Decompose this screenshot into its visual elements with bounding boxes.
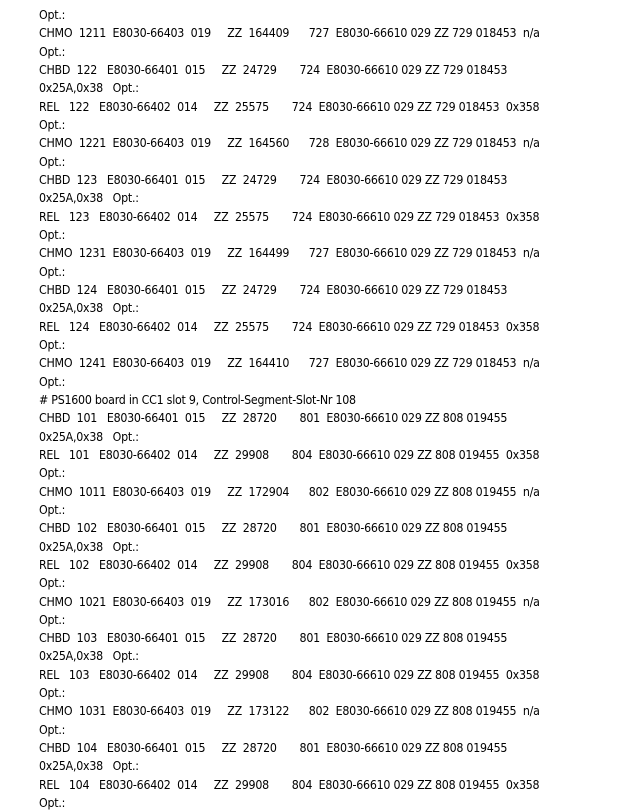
- listing-line: Opt.:: [39, 686, 66, 701]
- listing-line: CHBD 102 E8030-66401 015 ZZ 28720 801 E8030-66610 029 ZZ 808 019455: [39, 521, 508, 536]
- listing-line: 0x25A,0x38 Opt.:: [39, 301, 139, 316]
- listing-line: REL 103 E8030-66402 014 ZZ 29908 804 E8030-66610 029 ZZ 808 019455 0x358: [39, 667, 540, 682]
- listing-body: [0, 6, 625, 812]
- listing-line: Opt.:: [39, 374, 66, 389]
- listing-line: 0x25A,0x38 Opt.:: [39, 81, 139, 96]
- listing-line: Opt.:: [39, 8, 66, 22]
- listing-line: CHMO 1231 E8030-66403 019 ZZ 164499 727 E8030-66610 029 ZZ 729 018453 n/a: [39, 246, 540, 261]
- comment-line: # PS1600 board in CC1 slot 9, Control-Segment-Slot-Nr 108: [39, 392, 356, 407]
- listing-line: REL 123 E8030-66402 014 ZZ 25575 724 E8030-66610 029 ZZ 729 018453 0x358: [39, 209, 540, 224]
- listing-line: REL 104 E8030-66402 014 ZZ 29908 804 E8030-66610 029 ZZ 808 019455 0x358: [39, 777, 540, 792]
- listing-line: REL 102 E8030-66402 014 ZZ 29908 804 E8030-66610 029 ZZ 808 019455 0x358: [39, 557, 540, 572]
- listing-line: Opt.:: [39, 796, 66, 811]
- listing-line: CHBD 103 E8030-66401 015 ZZ 28720 801 E8030-66610 029 ZZ 808 019455: [39, 631, 508, 646]
- listing-line: Opt.:: [39, 264, 66, 279]
- listing-line: Opt.:: [39, 502, 66, 517]
- listing-line: CHMO 1211 E8030-66403 019 ZZ 164409 727 E8030-66610 029 ZZ 729 018453 n/a: [39, 26, 540, 41]
- listing-line: CHMO 1011 E8030-66403 019 ZZ 172904 802 E8030-66610 029 ZZ 808 019455 n/a: [39, 484, 540, 499]
- listing-line: CHMO 1031 E8030-66403 019 ZZ 173122 802 E8030-66610 029 ZZ 808 019455 n/a: [39, 704, 540, 719]
- listing-line: Opt.:: [39, 154, 66, 169]
- listing-line: 0x25A,0x38 Opt.:: [39, 759, 139, 774]
- listing-line: Opt.:: [39, 227, 66, 242]
- listing-line: Opt.:: [39, 466, 66, 481]
- listing-line: CHBD 122 E8030-66401 015 ZZ 24729 724 E8030-66610 029 ZZ 729 018453: [39, 62, 508, 77]
- listing-line: Opt.:: [39, 722, 66, 737]
- listing-line: 0x25A,0x38 Opt.:: [39, 191, 139, 206]
- listing-line: REL 124 E8030-66402 014 ZZ 25575 724 E8030-66610 029 ZZ 729 018453 0x358: [39, 319, 540, 334]
- listing-line: 0x25A,0x38 Opt.:: [39, 429, 139, 444]
- listing-line: 0x25A,0x38 Opt.:: [39, 649, 139, 664]
- listing-line: CHBD 104 E8030-66401 015 ZZ 28720 801 E8030-66610 029 ZZ 808 019455: [39, 741, 508, 756]
- listing-line: Opt.:: [39, 117, 66, 132]
- listing-line: CHBD 101 E8030-66401 015 ZZ 28720 801 E8030-66610 029 ZZ 808 019455: [39, 411, 508, 426]
- listing-line: Opt.:: [39, 44, 66, 59]
- listing-line: CHMO 1241 E8030-66403 019 ZZ 164410 727 E8030-66610 029 ZZ 729 018453 n/a: [39, 356, 540, 371]
- listing-line: Opt.:: [39, 576, 66, 591]
- listing-line: REL 122 E8030-66402 014 ZZ 25575 724 E8030-66610 029 ZZ 729 018453 0x358: [39, 99, 540, 114]
- listing-line: CHBD 124 E8030-66401 015 ZZ 24729 724 E8030-66610 029 ZZ 729 018453: [39, 282, 508, 297]
- listing-line: 0x25A,0x38 Opt.:: [39, 539, 139, 554]
- listing-line: CHBD 123 E8030-66401 015 ZZ 24729 724 E8030-66610 029 ZZ 729 018453: [39, 172, 508, 187]
- listing-line: REL 101 E8030-66402 014 ZZ 29908 804 E8030-66610 029 ZZ 808 019455 0x358: [39, 447, 540, 462]
- listing-line: Opt.:: [39, 612, 66, 627]
- listing-line: CHMO 1021 E8030-66403 019 ZZ 173016 802 E8030-66610 029 ZZ 808 019455 n/a: [39, 594, 540, 609]
- listing-line: Opt.:: [39, 337, 66, 352]
- listing-line: CHMO 1221 E8030-66403 019 ZZ 164560 728 E8030-66610 029 ZZ 729 018453 n/a: [39, 136, 540, 151]
